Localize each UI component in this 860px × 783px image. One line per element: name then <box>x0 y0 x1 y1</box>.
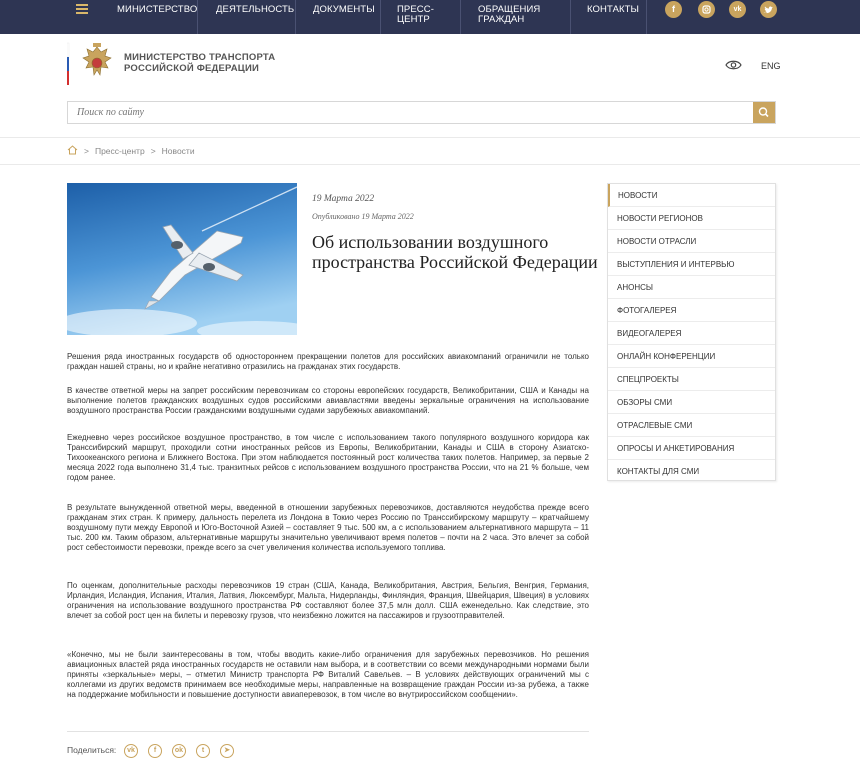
nav-divider <box>197 0 198 34</box>
article-paragraph: В результате вынужденной ответной меры, введенной в отношении зарубежных перевозчиков, доставляются неудобства прежде всего гражданам этих стран. К примеру, дальность перелета из Лондона в Токио через Россию по Транссибирскому маршруту – кратчайшему воздушному пути между Европой и Юго-Восточной Азией – составляет 9 тыс. 500 км, а с использованием альтернативного маршрута – 11 тыс. 200 км. Таким образом, альтернативные маршруты значительно увеличивают время полетов – почти на 2 часа. Это влечет за собой рост себестоимости перевозки, прежде всего за счет увеличения количества используемого топлива. <box>67 503 589 552</box>
nav-divider <box>570 0 571 34</box>
search-icon <box>753 102 775 123</box>
sidebar-item-industry-news[interactable]: НОВОСТИ ОТРАСЛИ <box>608 230 775 253</box>
menu-icon[interactable] <box>76 4 88 14</box>
eye-icon[interactable] <box>725 58 742 70</box>
instagram-icon[interactable] <box>698 1 715 18</box>
breadcrumb <box>67 145 195 157</box>
twitter-icon[interactable]: t <box>196 744 210 758</box>
language-switch[interactable]: ENG <box>761 61 781 71</box>
nav-divider <box>380 0 381 34</box>
nav-divider <box>646 0 647 34</box>
sidebar-item-regional-news[interactable]: НОВОСТИ РЕГИОНОВ <box>608 207 775 230</box>
top-navigation <box>0 0 860 34</box>
facebook-icon[interactable]: f <box>148 744 162 758</box>
nav-item-activity[interactable]: ДЕЯТЕЛЬНОСТЬ <box>216 4 295 15</box>
divider <box>0 137 860 138</box>
sidebar-item-speeches[interactable]: ВЫСТУПЛЕНИЯ И ИНТЕРВЬЮ <box>608 253 775 276</box>
logo-title-line1: МИНИСТЕРСТВО ТРАНСПОРТА <box>124 52 276 63</box>
nav-item-press-center[interactable]: ПРЕСС- ЦЕНТР <box>397 4 434 25</box>
sidebar-item-industry-media[interactable]: ОТРАСЛЕВЫЕ СМИ <box>608 414 775 437</box>
search-input[interactable] <box>68 102 754 123</box>
sidebar-item-news[interactable]: НОВОСТИ <box>608 184 775 207</box>
logo-title <box>124 52 275 74</box>
article-paragraph: Ежедневно через российское воздушное пространство, в том числе с использованием такого популярного воздушного коридора как Транссибирский маршрут, проходили сотни иностранных рейсов из Европы, Великобритании, Канады и США в сторону Азиатско-Тихоокеанского региона и Ближнего Востока. При этом наблюдается постоянный рост количества таких полетов. Например, за первые 2 месяца 2022 года выполнено 31,4 тыс. транзитных рейсов с использованием воздушного пространства России, что на 21 % больше, чем годом ранее. <box>67 433 589 482</box>
sidebar-item-media-reviews[interactable]: ОБЗОРЫ СМИ <box>608 391 775 414</box>
nav-divider <box>460 0 461 34</box>
nav-item-appeals[interactable]: ОБРАЩЕНИЯ ГРАЖДАН <box>478 4 541 25</box>
press-center-sidebar <box>607 183 776 481</box>
sidebar-item-media-contacts[interactable]: КОНТАКТЫ ДЛЯ СМИ <box>617 467 700 476</box>
article-paragraph: В качестве ответной меры на запрет российским перевозчикам со стороны европейских государств, Великобритании, США и Канады на выполнение полетов гражданских воздушных судов российскими авиавластями введены зеркальные ограничения на использование воздушного пространства России гражданскими воздушными судами зарубежных авиакомпаний. <box>67 386 589 415</box>
sidebar-item-photo-gallery[interactable]: ФОТОГАЛЕРЕЯ <box>608 299 775 322</box>
breadcrumb-separator: > <box>84 146 89 156</box>
nav-item-contacts[interactable]: КОНТАКТЫ <box>587 4 640 15</box>
article-quote: «Конечно, мы не были заинтересованы в том, чтобы вводить какие-либо ограничения для зарубежных перевозчиков. Но решения авиационных властей ряда иностранных государств не оставили нам выбора, и в соответствии со всеми международными нормами были приняты «зеркальные» меры, – отметил Министр транспорта РФ Виталий Савельев. – В условиях действующих ограничений мы с коллегами из других ведомств принимаем все необходимые меры, направленные на возвращение граждан России из-за рубежа, а также на поддержание мобильности и повышение доступности авиаперевозок, в том числе во внутрироссийском сообщении». <box>67 650 589 699</box>
nav-divider <box>295 0 296 34</box>
sidebar-item-video-gallery[interactable]: ВИДЕОГАЛЕРЕЯ <box>608 322 775 345</box>
breadcrumb-press-center[interactable]: Пресс-центр <box>94 146 145 156</box>
breadcrumb-news: Новости <box>161 146 195 156</box>
breadcrumb-separator: > <box>150 146 156 156</box>
divider <box>0 164 860 165</box>
sidebar-item-online-conferences[interactable]: ОНЛАЙН КОНФЕРЕНЦИИ <box>608 345 775 368</box>
article-paragraph: Решения ряда иностранных государств об одностороннем прекращении полетов для российских авиакомпаний ограничили не только граждан нашей страны, но и крайне негативно отразились на гражданах этих государств. <box>67 352 589 371</box>
sidebar-item-surveys[interactable]: ОПРОСЫ И АНКЕТИРОВАНИЯ <box>608 437 775 460</box>
ministry-logo[interactable] <box>67 41 119 87</box>
search-bar <box>67 101 776 124</box>
vk-icon[interactable]: vk <box>124 744 138 758</box>
home-icon[interactable] <box>67 145 78 157</box>
sidebar-item-announcements[interactable]: АНОНСЫ <box>608 276 775 299</box>
nav-item-ministry[interactable]: МИНИСТЕРСТВО <box>117 4 198 15</box>
divider <box>67 731 589 732</box>
telegram-icon[interactable]: ➤ <box>220 744 234 758</box>
odnoklassniki-icon[interactable]: ok <box>172 744 186 758</box>
search-button[interactable] <box>753 102 775 123</box>
twitter-icon[interactable] <box>760 1 777 18</box>
nav-item-documents[interactable]: ДОКУМЕНТЫ <box>313 4 375 15</box>
logo-title-line2: РОССИЙСКОЙ ФЕДЕРАЦИИ <box>124 63 260 74</box>
article-photo <box>67 183 297 335</box>
article-title: Об использовании воздушного пространства Российской Федерации <box>312 232 598 272</box>
article-paragraph: По оценкам, дополнительные расходы перевозчиков 19 стран (США, Канада, Великобритания, Австрия, Бельгия, Венгрия, Германия, Ирландия, Исландия, Испания, Италия, Латвия, Люксембург, Мальта, Нидерланды, Финляндия, Франция, Швейцария, Швеция) в условиях ограничения на использование воздушного пространства РФ составляют более 37,5 млн долл. США еженедельно. Как следствие, это влечет за собой рост цен на билеты и перевозку грузов, что неизбежно ложится на пассажиров и грузоотправителей. <box>67 581 589 620</box>
article-date: 19 Марта 2022 <box>312 194 375 204</box>
sidebar-item-special-projects[interactable]: СПЕЦПРОЕКТЫ <box>608 368 775 391</box>
article-published: Опубликовано 19 Марта 2022 <box>312 212 414 221</box>
vk-icon[interactable]: vk <box>729 1 746 18</box>
facebook-icon[interactable]: f <box>665 1 682 18</box>
share-label: Поделиться: <box>67 745 117 755</box>
